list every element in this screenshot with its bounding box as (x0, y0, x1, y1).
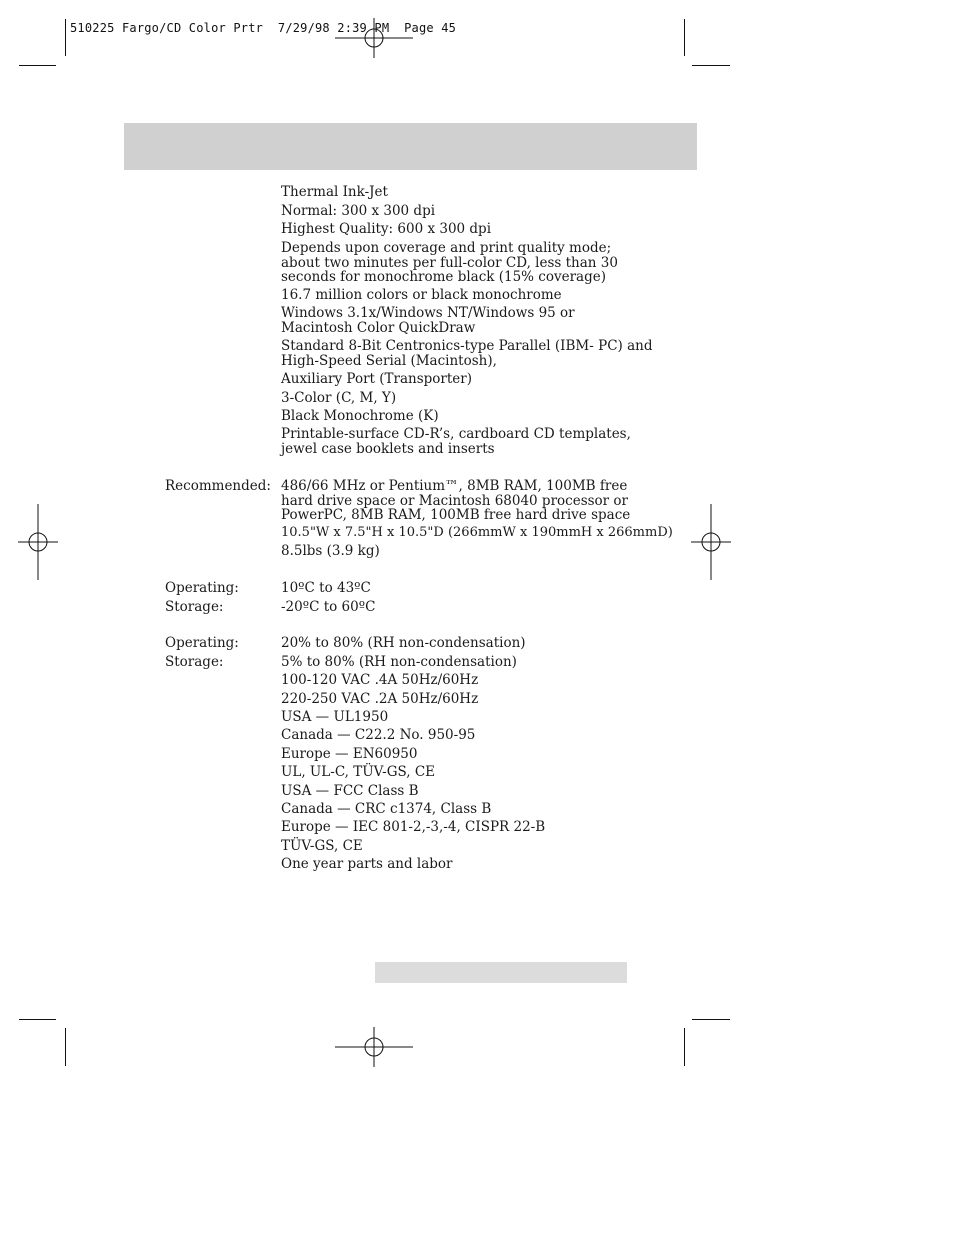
spec-value: TÜV-GS, CE (281, 838, 363, 854)
spec-value: 8.5lbs (3.9 kg) (281, 543, 380, 559)
spec-value: 3-Color (C, M, Y) (281, 390, 397, 406)
spec-label: Operating: (165, 580, 239, 596)
crop-mark-bottom-right (684, 1028, 685, 1066)
spec-label: Recommended: (165, 478, 271, 494)
header-band (124, 123, 697, 170)
spec-label: Storage: (165, 599, 224, 615)
spec-value: 20% to 80% (RH non-condensation) (281, 635, 526, 651)
spec-value: Europe — IEC 801-2,-3,-4, CISPR 22-B (281, 819, 546, 835)
registration-mark-left-icon (18, 504, 58, 580)
spec-value: 100-120 VAC .4A 50Hz/60Hz (281, 672, 479, 688)
spec-value: 10ºC to 43ºC (281, 580, 371, 596)
registration-mark-right-icon (691, 504, 731, 580)
registration-mark-top-icon (335, 18, 413, 58)
spec-value: Printable-surface CD-R’s, cardboard CD templates, jewel case booklets and inserts (281, 426, 631, 457)
spec-value: 220-250 VAC .2A 50Hz/60Hz (281, 691, 479, 707)
crop-mark-bottom-right-h (692, 1019, 730, 1020)
spec-value: Windows 3.1x/Windows NT/Windows 95 or Macintosh Color QuickDraw (281, 305, 575, 336)
spec-value: 486/66 MHz or Pentium™, 8MB RAM, 100MB free hard drive space or Macintosh 68040 processor or PowerPC, 8MB RAM, 100MB free hard drive space (281, 478, 631, 523)
spec-value: UL, UL-C, TÜV-GS, CE (281, 764, 436, 780)
crop-mark-bottom-left (65, 1028, 66, 1066)
spec-value: 10.5"W x 7.5"H x 10.5"D (266mmW x 190mmH x 266mmD) (281, 525, 673, 540)
crop-mark-top-right-h (692, 65, 730, 66)
spec-label: Storage: (165, 654, 224, 670)
spec-value: Europe — EN60950 (281, 746, 418, 762)
crop-mark-top-left (65, 19, 66, 56)
spec-value: Depends upon coverage and print quality mode; about two minutes per full-color CD, less than 30 seconds for monochrome black (15% coverage) (281, 240, 618, 285)
printer-slug-line: 510225 Fargo/CD Color Prtr 7/29/98 2:39 PM Page 45 (70, 21, 457, 35)
spec-value: -20ºC to 60ºC (281, 599, 376, 615)
spec-value: 16.7 million colors or black monochrome (281, 287, 562, 303)
spec-label: Operating: (165, 635, 239, 651)
spec-value: One year parts and labor (281, 856, 453, 872)
spec-value: Canada — C22.2 No. 950-95 (281, 727, 476, 743)
spec-value: Thermal Ink-Jet (281, 184, 388, 200)
spec-value: Highest Quality: 600 x 300 dpi (281, 221, 492, 237)
spec-value: USA — FCC Class B (281, 783, 419, 799)
spec-value: Canada — CRC c1374, Class B (281, 801, 492, 817)
spec-value: Normal: 300 x 300 dpi (281, 203, 436, 219)
crop-mark-top-right (684, 19, 685, 56)
crop-mark-top-left-h (19, 65, 56, 66)
registration-mark-bottom-icon (335, 1027, 413, 1067)
spec-value: 5% to 80% (RH non-condensation) (281, 654, 517, 670)
spec-value: Auxiliary Port (Transporter) (281, 371, 473, 387)
crop-mark-bottom-left-h (19, 1019, 56, 1020)
spec-value: USA — UL1950 (281, 709, 389, 725)
footer-band (375, 962, 627, 983)
spec-value: Black Monochrome (K) (281, 408, 439, 424)
spec-value: Standard 8-Bit Centronics-type Parallel (IBM- PC) and High-Speed Serial (Macintosh), (281, 338, 653, 369)
